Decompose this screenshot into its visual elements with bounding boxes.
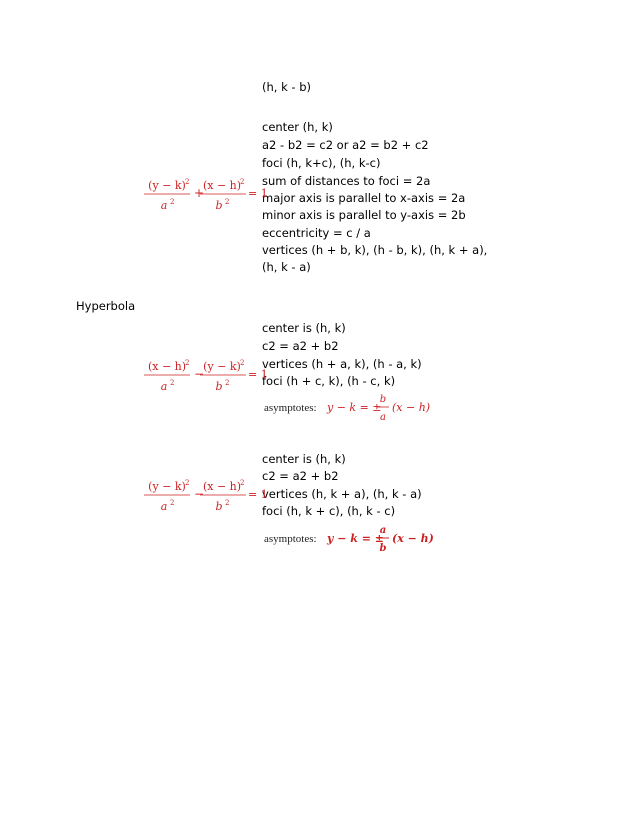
exponent-2: 2: [185, 178, 190, 186]
ellipse-line: center (h, k): [262, 120, 333, 134]
hyperbola-vertical-asymptotes: [262, 522, 442, 558]
hyperbola-heading: Hyperbola: [76, 299, 136, 313]
hyperbola-line: vertices (h, k + a), (h, k - a): [262, 487, 422, 501]
ellipse-term2-denominator: b: [215, 199, 223, 212]
ellipse-line: eccentricity = c / a: [262, 226, 371, 240]
exponent-2: 2: [225, 379, 230, 387]
asymptote-rhs: (x − h): [392, 401, 431, 414]
hyperbola-line: vertices (h + a, k), (h - a, k): [262, 357, 422, 371]
exponent-2: 2: [185, 359, 190, 367]
ellipse-term1-denominator: a: [160, 199, 168, 212]
hyperbola-h-term2-denominator: b: [215, 380, 223, 393]
exponent-2: 2: [240, 359, 245, 367]
hyperbola-v-equals: = 1: [248, 488, 268, 501]
hyperbola-h-equals: = 1: [248, 368, 268, 381]
asymptote-numerator: a: [379, 525, 387, 536]
asymptotes-label: asymptotes:: [264, 402, 317, 414]
asymptote-rhs: (x − h): [392, 532, 434, 545]
ellipse-line: sum of distances to foci = 2a: [262, 174, 431, 188]
ellipse-line: foci (h, k+c), (h, k-c): [262, 156, 381, 170]
hyperbola-v-term1-denominator: a: [160, 500, 168, 513]
hyperbola-h-term1-denominator: a: [160, 380, 168, 393]
ellipse-line: a2 - b2 = c2 or a2 = b2 + c2: [262, 138, 429, 152]
asymptote-numerator: b: [379, 394, 387, 405]
hyperbola-v-operator: −: [194, 487, 205, 501]
exponent-2: 2: [225, 198, 230, 206]
ellipse-line: minor axis is parallel to y-axis = 2b: [262, 208, 466, 222]
hyperbola-line: foci (h + c, k), (h - c, k): [262, 374, 396, 388]
exponent-2: 2: [170, 198, 175, 206]
asymptote-lhs: y − k = ±: [327, 401, 382, 414]
hyperbola-h-term2-numerator: (y − k): [203, 360, 241, 373]
exponent-2: 2: [170, 379, 175, 387]
hyperbola-horizontal-equation: [140, 357, 268, 397]
exponent-2: 2: [240, 479, 245, 487]
asymptote-denominator: b: [379, 543, 387, 554]
asymptotes-label: asymptotes:: [264, 533, 317, 545]
hyperbola-vertical-equation: [140, 477, 268, 517]
ellipse-term2-numerator: (x − h): [202, 179, 242, 192]
exponent-2: 2: [225, 499, 230, 507]
hyperbola-line: center is (h, k): [262, 452, 346, 466]
hyperbola-line: c2 = a2 + b2: [262, 469, 339, 483]
ellipse-equation: [140, 176, 268, 216]
ellipse-operator: +: [194, 186, 205, 200]
ellipse-term1-numerator: (y − k): [148, 179, 186, 192]
hyperbola-h-term1-numerator: (x − h): [147, 360, 187, 373]
ellipse-line: vertices (h + b, k), (h - b, k), (h, k + a),: [262, 243, 488, 257]
asymptote-lhs: y − k = ±: [327, 532, 384, 545]
hyperbola-v-term1-numerator: (y − k): [148, 480, 186, 493]
hyperbola-horizontal-asymptotes: [262, 392, 442, 426]
hyperbola-line: foci (h, k + c), (h, k - c): [262, 504, 396, 518]
asymptote-denominator: a: [380, 412, 386, 423]
hyperbola-h-operator: −: [194, 367, 205, 381]
exponent-2: 2: [240, 178, 245, 186]
exponent-2: 2: [170, 499, 175, 507]
hyperbola-line: center is (h, k): [262, 321, 346, 335]
hyperbola-v-term2-denominator: b: [215, 500, 223, 513]
ellipse-line: (h, k - a): [262, 260, 311, 274]
exponent-2: 2: [185, 479, 190, 487]
hyperbola-v-term2-numerator: (x − h): [202, 480, 242, 493]
hyperbola-line: c2 = a2 + b2: [262, 339, 339, 353]
vertex-line: (h, k - b): [262, 80, 311, 94]
ellipse-equals: = 1: [248, 187, 268, 200]
ellipse-line: major axis is parallel to x-axis = 2a: [262, 191, 466, 205]
